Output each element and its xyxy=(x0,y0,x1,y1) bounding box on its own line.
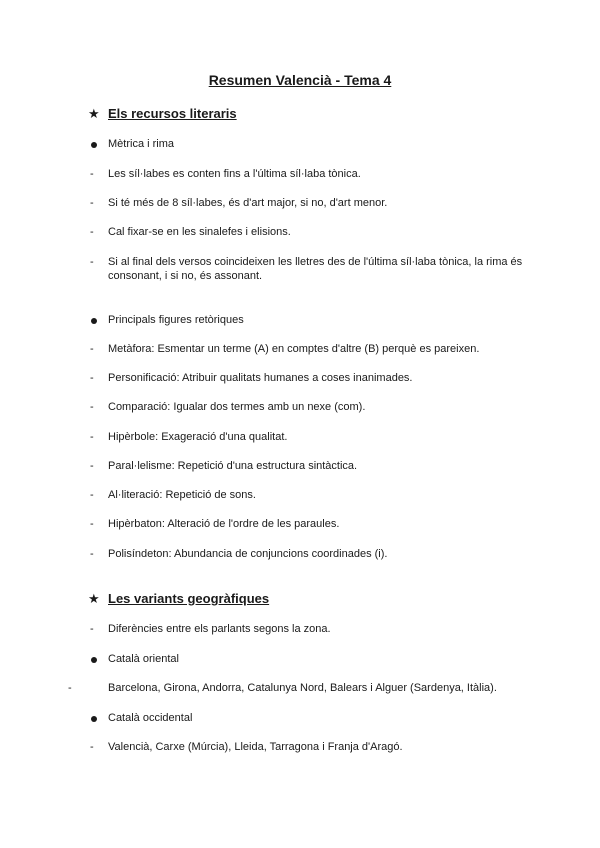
dash-marker: - xyxy=(90,431,94,443)
dash-marker: - xyxy=(90,226,94,238)
star-icon: ★ xyxy=(88,591,100,606)
list-item: Paral·lelisme: Repetició d'una estructura sintàctica. xyxy=(108,460,358,472)
section-heading-text: Les variants geogràfiques xyxy=(108,591,270,606)
dash-marker: - xyxy=(90,168,94,180)
list-item: Hipèrbole: Exageració d'una qualitat. xyxy=(108,431,288,443)
list-item: Si té més de 8 síl·labes, és d'art major, si no, d'art menor. xyxy=(108,197,388,209)
list-item: Metàfora: Esmentar un terme (A) en comptes d'altre (B) perquè es pareixen. xyxy=(108,343,480,355)
bullet-figures: Principals figures retòriques xyxy=(108,314,244,326)
bullet-occidental: Català occidental xyxy=(108,712,193,724)
page-title: Resumen Valencià - Tema 4 xyxy=(208,72,392,88)
list-item: Cal fixar-se en les sinalefes i elisions. xyxy=(108,226,291,238)
list-item: Al·literació: Repetició de sons. xyxy=(108,489,256,501)
dash-marker: - xyxy=(90,256,94,268)
dash-marker: - xyxy=(90,548,94,560)
star-icon: ★ xyxy=(88,106,100,121)
dash-marker: - xyxy=(90,623,94,635)
dash-marker: - xyxy=(90,401,94,413)
list-item: Diferències entre els parlants segons la zona. xyxy=(108,623,331,635)
list-item: Valencià, Carxe (Múrcia), Lleida, Tarragona i Franja d'Aragó. xyxy=(108,741,403,753)
list-item: Polisíndeton: Abundancia de conjuncions coordinades (i). xyxy=(108,548,388,560)
list-item: Comparació: Igualar dos termes amb un nexe (com). xyxy=(108,401,366,413)
list-item: Hipèrbaton: Alteració de l'ordre de les paraules. xyxy=(108,518,340,530)
dash-marker: - xyxy=(90,372,94,384)
bullet-icon xyxy=(91,318,97,324)
bullet-icon xyxy=(91,142,97,148)
dash-marker: - xyxy=(90,197,94,209)
bullet-icon xyxy=(91,716,97,722)
dash-marker: - xyxy=(90,518,94,530)
bullet-icon xyxy=(91,657,97,663)
dash-marker: - xyxy=(90,741,94,753)
list-item: Si al final dels versos coincideixen les lletres des de l'última síl·laba tònica, la rima és xyxy=(108,256,523,268)
dash-marker: - xyxy=(90,343,94,355)
section-heading-text: Els recursos literaris xyxy=(108,106,237,121)
bullet-metrica: Mètrica i rima xyxy=(108,138,175,150)
list-item: Barcelona, Girona, Andorra, Catalunya Nord, Balears i Alguer (Sardenya, Itàlia). xyxy=(108,682,497,694)
section-heading-variants xyxy=(88,591,269,607)
dash-marker: - xyxy=(90,489,94,501)
bullet-oriental: Català oriental xyxy=(108,653,179,665)
dash-marker: - xyxy=(68,682,72,694)
list-item: Les síl·labes es conten fins a l'última síl·laba tònica. xyxy=(108,168,361,180)
list-item-continuation: consonant, i si no, és assonant. xyxy=(108,270,263,282)
section-heading-recursos xyxy=(88,106,237,122)
list-item: Personificació: Atribuir qualitats humanes a coses inanimades. xyxy=(108,372,413,384)
dash-marker: - xyxy=(90,460,94,472)
